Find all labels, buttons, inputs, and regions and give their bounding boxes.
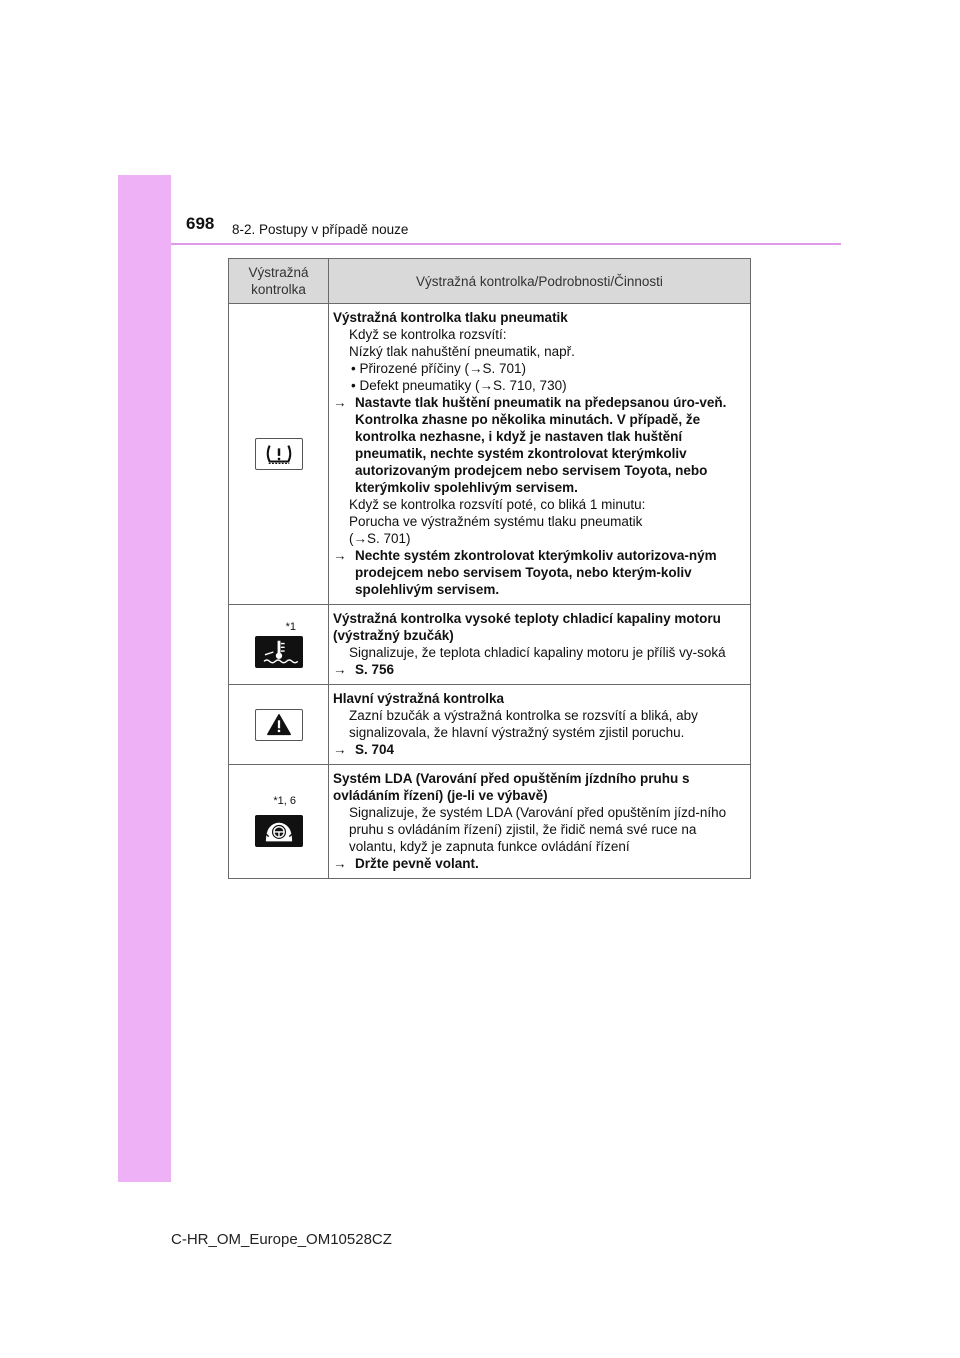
warning-title: Systém LDA (Varování před opuštěním jízdního pruhu s ovládáním řízení) (je-li ve výbavě): [333, 771, 690, 803]
warning-title: Hlavní výstražná kontrolka: [333, 691, 505, 706]
table-row: [229, 765, 751, 879]
arrow-icon: →: [333, 662, 347, 677]
action-text: Nastavte tlak huštění pneumatik na předepsanou úro-veň.: [355, 395, 727, 410]
icon-cell: [229, 605, 329, 685]
action-item: [333, 547, 746, 598]
detail-line: Když se kontrolka rozsvítí:: [349, 327, 507, 342]
icon-cell: [229, 685, 329, 765]
detail-line: Signalizuje, že systém LDA (Varování před opuštěním jízd-ního pruhu s ovládáním řízení) zjistil, že řidič nemá své ruce na volantu, když je zapnuta funkce ovládání řízení: [349, 805, 727, 854]
detail-line: Nízký tlak nahuštění pneumatik, např.: [349, 344, 575, 359]
action-continuation: Kontrolka zhasne po několika minutách. V případě, že kontrolka nezhasne, i když je nastaven tlak huštění pneumatik, nechte systém zkontrolovat kterýmkoliv autorizovaným prodejcem nebo servisem Toyota, nebo kterýmkoliv spolehlivým servisem.: [355, 412, 708, 495]
detail-line: (→S. 701): [349, 531, 411, 546]
arrow-icon: →: [333, 395, 347, 410]
detail-line: Zazní bzučák a výstražná kontrolka se rozsvítí a bliká, aby signalizovala, že hlavní výstražný systém zjistil poruchu.: [349, 708, 698, 740]
detail-line: Když se kontrolka rozsvítí poté, co bliká 1 minutu:: [349, 497, 646, 512]
action-item: [333, 661, 746, 678]
bullet-item: • Defekt pneumatiky (→S. 710, 730): [351, 378, 567, 393]
bullet-item: • Přirozené příčiny (→S. 701): [351, 361, 527, 376]
details-cell: [329, 765, 751, 879]
document-code: C-HR_OM_Europe_OM10528CZ: [171, 1231, 392, 1248]
col-header-warning-light: Výstražná kontrolka: [229, 259, 329, 304]
details-cell: [329, 685, 751, 765]
lda-hands-off-steering-icon: [255, 815, 303, 847]
footnote-marker: *1: [285, 621, 296, 633]
page-number: 698: [186, 214, 215, 233]
table-row: [229, 605, 751, 685]
action-text: S. 756: [355, 662, 395, 677]
table-row: [229, 304, 751, 605]
col-header-details: Výstražná kontrolka/Podrobnosti/Činnosti: [329, 259, 751, 304]
section-title: 8-2. Postupy v případě nouze: [232, 222, 409, 237]
details-cell: [329, 304, 751, 605]
action-item: [333, 855, 746, 872]
arrow-icon: →: [333, 742, 347, 757]
master-warning-icon: [255, 709, 303, 741]
footnote-marker: *1, 6: [273, 795, 296, 807]
coolant-temperature-warning-icon: [255, 636, 303, 668]
warning-title: Výstražná kontrolka tlaku pneumatik: [333, 310, 568, 325]
action-text: Držte pevně volant.: [355, 856, 479, 871]
arrow-icon: →: [333, 548, 347, 563]
chapter-tab: [118, 175, 171, 1182]
icon-cell: [229, 304, 329, 605]
table-row: [229, 685, 751, 765]
table-header-row: [229, 259, 751, 304]
warning-lights-table: [228, 258, 751, 879]
header-rule: [171, 243, 841, 245]
warning-title: Výstražná kontrolka vysoké teploty chladicí kapaliny motoru (výstražný bzučák): [333, 611, 721, 643]
action-item: [333, 741, 746, 758]
details-cell: [329, 605, 751, 685]
tire-pressure-warning-icon: [255, 438, 303, 470]
icon-cell: [229, 765, 329, 879]
detail-line: Porucha ve výstražném systému tlaku pneumatik: [349, 514, 643, 529]
action-item: [333, 394, 746, 411]
action-text: S. 704: [355, 742, 395, 757]
arrow-icon: →: [333, 856, 347, 871]
detail-line: Signalizuje, že teplota chladicí kapaliny motoru je příliš vy-soká: [349, 645, 726, 660]
action-text: Nechte systém zkontrolovat kterýmkoliv autorizova-ným prodejcem nebo servisem Toyota, nebo kterým-koliv spolehlivým servisem.: [355, 548, 717, 597]
